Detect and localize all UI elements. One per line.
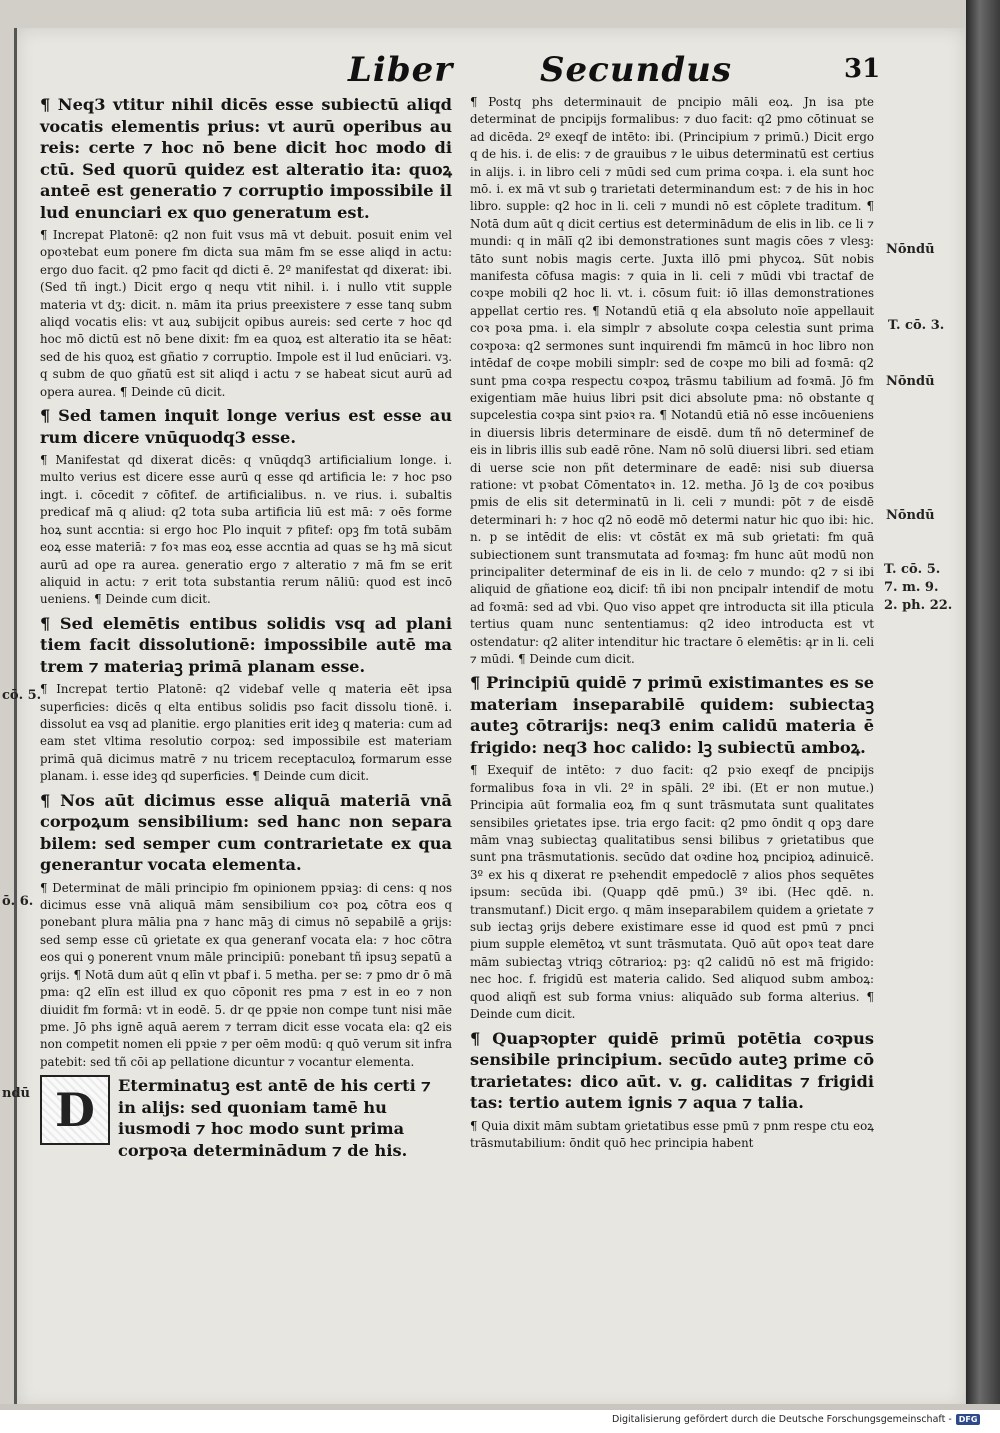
scan-bottom-edge <box>0 1404 1000 1410</box>
right-column <box>470 94 874 1156</box>
lemma-paragraph: ¶ Sed elemētis entibus solidis vsq ad plani tiem facit dissolutionē: impossibile autē ma trem ⁊ materiaꝫ primā planam esse. <box>40 613 452 676</box>
commentary-paragraph: ¶ Postq phs determinauit de pncipio māli eoꝝ. Jn isa pte determinat de pncipijs formalibus: ⁊ duo facit: q2 pmo cōtinuat se ad dicēda. 2º exeqf de intēto: ibi. (Principium ⁊ primū.) Dicit ergo q de his. i. de elis: ⁊ de grauibus ⁊ le uibus determinatū est certius in alijs. i. in libro celi ⁊ mūdi sed cum prima coꝛpa. i. ela sunt hoc mō. i. ex mā vt sub ꝯ trarietati determinandum est: ⁊ de his in hoc libro. supple: q2 hoc in li. celi ⁊ mundi nō est cōplete traditum. ¶ Notā dum aūt q dicit certius est determinādum de elis in lib. ce li ⁊ mundi: q in mālī q2 ibi demonstrationes sunt magis cōes ⁊ vlesꝫ: tāto sunt nobis magis certe. Juxta illō pmi phycoꝝ. Sūt nobis manifesta cōfusa magis: ⁊ quia in li. celi ⁊ mūdi vbi tractaf de coꝛpe mobili q2 hoc li. vt. i. cōsum fuit: iō illas demonstrationes appellat certio res. ¶ Notandū etiā q ela absoluto noīe appellauit coꝛ poꝛa pma. i. ela simplr ⁊ absolute coꝛpa celestia sunt prima coꝛpoꝛa: q2 sermones sunt inquirendi fm māmcū in hoc libro non intēdaf de coꝛpe mobili simplr: sed de coꝛpe mo bili ad foꝛmā: q2 sunt pma coꝛpa respectu coꝛpoꝝ trāsmu tabilium ad foꝛmā. Jō fm exigentiam māe huius libri psit dici absolute pma: nō obstante q supcelestia coꝛpa sint pꝛioꝛ ra. ¶ Notandū etiā nō esse incōueniens in diuersis libris determinare de eisdē. dum tñ nō determinef de eis in libris illis sub eadē rōne. Nam nō solū diuersi libri. sed etiam di uerse scie non pñt determinare de eadē: nisi sub diuersa ratione: vt pꝛobat Cōmentatoꝛ in. 12. metha. Jō lꝫ de coꝛ poꝛibus pmis de elis sit determinatū in li. celi ⁊ mundi: pōt ⁊ de eisdē determinari h: ⁊ hoc q2 nō eodē mō determi natur hic quo ibi: hic. n. p se intēdit de elis: vt cōstāt ex mā sub ꝯrietati: fm quā subiectionem sunt transmutata ad foꝛmaꝫ: fm hunc aūt modū non principaliter determinaf de eis in li. de celo ⁊ mundo: q2 ⁊ si ibi aliquid de gñatione eoꝝ dicif: tñ ibi non pncipalr intendif de motu ad foꝛmā: sed ad vbi. Quo viso appet qre introducta sit illa pticula tertius quam nunc sententiamus: q2 ideo introducta est vt ostendatur: q2 aliter intenditur hic tractare ō elemētis: ąr in li. celi ⁊ mūdi. ¶ Deinde cum dicit. <box>470 95 874 666</box>
margin-note: Nōndū <box>886 508 935 523</box>
margin-note: T. cō. 5. <box>884 562 941 577</box>
dfg-logo: DFG <box>956 1414 981 1425</box>
margin-note: 2. ph. 22. <box>884 598 953 613</box>
commentary-paragraph: ¶ Manifestat qd dixerat dicēs: q vnūqdq3 artificialium longe. i. multo verius est dicere esse aurū q esse qd artificia le: ⁊ hoc pso ingt. i. cōcedit ⁊ cōfitef. de artificialibus. n. ve rius. i. subaltis predicaf mā q aliud: q2 tota suba artificia liū est mā: ⁊ oēs forme hoꝝ sunt accntia: si ergo hoc Plo inquit ⁊ pfitef: opꝫ fm totā subām eoꝝ esse materiā: ⁊ foꝛ mas eoꝝ esse accntia ad quas se hꝫ mā sicut aurū ad ope ra aurea. generatio ergo ⁊ alteratio ⁊ mā fm se erit aliquid in actu: ⁊ erit tota substantia rerum nāliū: quod est incō ueniens. ¶ Deinde cum dicit. <box>40 453 452 607</box>
footer-text: Digitalisierung gefördert durch die Deutsche Forschungsgemeinschaft - <box>612 1414 952 1425</box>
commentary-paragraph: ¶ Determinat de māli principio fm opinionem ppꝛiaꝫ: di cens: q nos dicimus esse vnā aliquā mām sensibilium coꝛ poꝝ cōtra eos q ponebant plura mālia pna ⁊ hanc māꝫ di cimus nō sepabilē a ꝯrijs: sed semp esse cū ꝯrietate ex qua generanf vocata ela: ⁊ hoc cōtra eos qui ꝯ ponerent vnum māle principiū: ponebant tñ ipsuꝫ sepatū a ꝯrijs. ¶ Notā dum aūt q elīn vt pbaf i. 5 metha. per se: ⁊ pmo dr ō mā pma: q2 elīn est illud ex quo cōponit res pma ⁊ est in eo ⁊ non diuidit fm formā: vt in eodē. 5. dr qe ppꝛie non compe tunt nisi māe pme. Jō phs ignē aquā aerem ⁊ terram dicit esse vocata ela: q2 eis non competit nomen eli ppꝛie ⁊ per oēm modū: q quō verum sit infra patebit: sed tñ cōi ap pellatione dicuntur ⁊ vocantur elementa. <box>40 880 452 1069</box>
margin-note: 7. m. 9. <box>884 580 939 595</box>
lemma-paragraph: ¶ Sed tamen inquit longe verius est esse au rum dicere vnūquodq3 esse. <box>40 406 452 447</box>
commentary-paragraph: ¶ Increpat Platonē: q2 non fuit vsus mā vt debuit. posuit enim vel opoꝛtebat eum ponere fm dicta sua mām fm se esse aliqd in actu: ergo duo facit. q2 pmo facit qd dicti ē. 2º manifestat qd dixerat: ibi. (Sed tñ ingt.) Dicit ergo q nequ vtit nihil. i. i nullo vtit supple materia vt dʒ: dicit. n. mām ita prius preexistere ⁊ esse tanq subm aliqd vocatis elis: vt auꝝ subijcit opibus aureis: sed certe ⁊ hoc qd hoc mō dictū est nō bene dixit: fm ea quoꝝ est alteratio ita se hēat: sed de his quoꝝ est gñatio ⁊ corruptio. Impole est il lud enūciari. vꝫ. q subm de quo gñatū est sit aliqd i actu ⁊ se habeat sicut aurū ad opera aurea. ¶ Deinde cū dicit. <box>40 228 452 399</box>
decorated-initial <box>40 1075 110 1145</box>
running-head-right: Secundus <box>540 50 732 90</box>
margin-note: Nōndū <box>886 374 935 389</box>
footer <box>612 1414 978 1425</box>
lemma-paragraph: ¶ Nos aūt dicimus esse aliquā materiā vnā corpoꝝum sensibilium: sed hanc non separa bilem: sed semper cum contrarietate ex qua generantur vocata elementa. <box>40 790 452 875</box>
margin-note: T. cō. 3. <box>888 318 945 333</box>
margin-note: Nōndū <box>886 242 935 257</box>
running-head-left: Liber <box>348 50 454 90</box>
margin-note: cō. 5. <box>2 688 42 703</box>
lemma-paragraph: ¶ Neq3 vtitur nihil dicēs esse subiectū aliqd vocatis elementis prius: vt aurū operibus au reis: certe ⁊ hoc nō bene dicit hoc modo di ctū. Sed quorū quidez est alteratio ita: quoꝝ anteē est generatio ⁊ corruptio impossibile il lud enunciari ex quo generatum est. <box>40 95 452 222</box>
commentary-paragraph: ¶ Increpat tertio Platonē: q2 videbaf velle q materia eēt ipsa superficies: dicēs q elta entibus solidis pso facit dissolu tionē. i. dissolut ea vsq ad planitie. ergo planities erit ideꝫ q materia: cum ad eam stet vltima resolutio corpoꝝ: sed impossibile est materiam primā quā dicimus matrē ⁊ nu tricem receptaculoꝝ formarum esse planam. i. esse ideꝫ qd superficies. ¶ Deinde cum dicit. <box>40 682 452 784</box>
lemma-paragraph: ¶ Principiū quidē ⁊ primū existimantes es se materiam inseparabilē quidem: subiectaꝫ auteꝫ cōtrarijs: neq3 enim calidū materia ē frigido: neq3 hoc calido: lꝫ subiectū amboꝝ. <box>470 673 874 757</box>
folio-number: 31 <box>844 54 881 84</box>
commentary-paragraph: ¶ Quia dixit mām subtam ꝯrietatibus esse pmū ⁊ pnm respe ctu eoꝝ trāsmutabilium: ōndit quō hec principia habent <box>470 1118 874 1150</box>
margin-note: ō. 6. <box>2 894 34 909</box>
margin-note: ndū <box>2 1086 30 1101</box>
scan-edge <box>966 0 1000 1404</box>
lemma-paragraph: ¶ Quapꝛopter quidē primū potētia coꝛpus sensibile principium. secūdo auteꝫ prime cō trarietates: dico aūt. v. g. caliditas ⁊ frigidi tas: tertio autem ignis ⁊ aqua ⁊ talia. <box>470 1028 874 1112</box>
left-column <box>40 94 452 1161</box>
initial-paragraph-text: Eterminatuꝫ est antē de his certi ⁊ in alijs: sed quoniam tamē hu iusmodi ⁊ hoc modo sunt prima corpoꝛa determinādum ⁊ de his. <box>118 1076 431 1160</box>
commentary-paragraph: ¶ Exequif de intēto: ⁊ duo facit: q2 pꝛio exeqf de pncipijs formalibus foꝛa in vli. 2º in spāli. 2º ibi. (Et er non mutue.) Principia aūt formalia eoꝝ fm q sunt trāsmutata sunt qualitates sensibiles ꝯrietates ipse. tria ergo facit: q2 pmo ōndit q opꝫ dare mām vnaꝫ subiectaꝫ qualitatibus sensi bilibus ⁊ ꝯrietatibus que sunt pna trāsmutationis. secūdo dat oꝛdine hoꝝ pncipioꝝ adinuicē. 3º ex his q dixerat re pꝛehendit empedoclē ⁊ alios phos sequētes ipsum: secūda ibi. (Quapp qdē pmū.) 3º ibi. (Hec qdē. n. transmutanf.) Dicit ergo. q mām inseparabilem quidem a ꝯrietate ⁊ sub iectaꝫ ꝯrijs debere existimare esse id quod est pmū ⁊ pnci pium supple elemētoꝝ vt sunt trāsmutata. Quō aūt opoꝛ teat dare mām subiectaꝫ vtriqꝫ cōtrarioꝝ: pꝫ: q2 calidū nō est mā frigido: nec hoc. f. frigidū est materia calido. Sed aliquod subm amboꝝ: quod aliqñ est sub forma vnius: aliquādo sub forma alterius. ¶ Deinde cum dicit. <box>470 763 874 1022</box>
initial-paragraph <box>40 1075 452 1161</box>
initial-letter: D <box>55 1083 95 1138</box>
